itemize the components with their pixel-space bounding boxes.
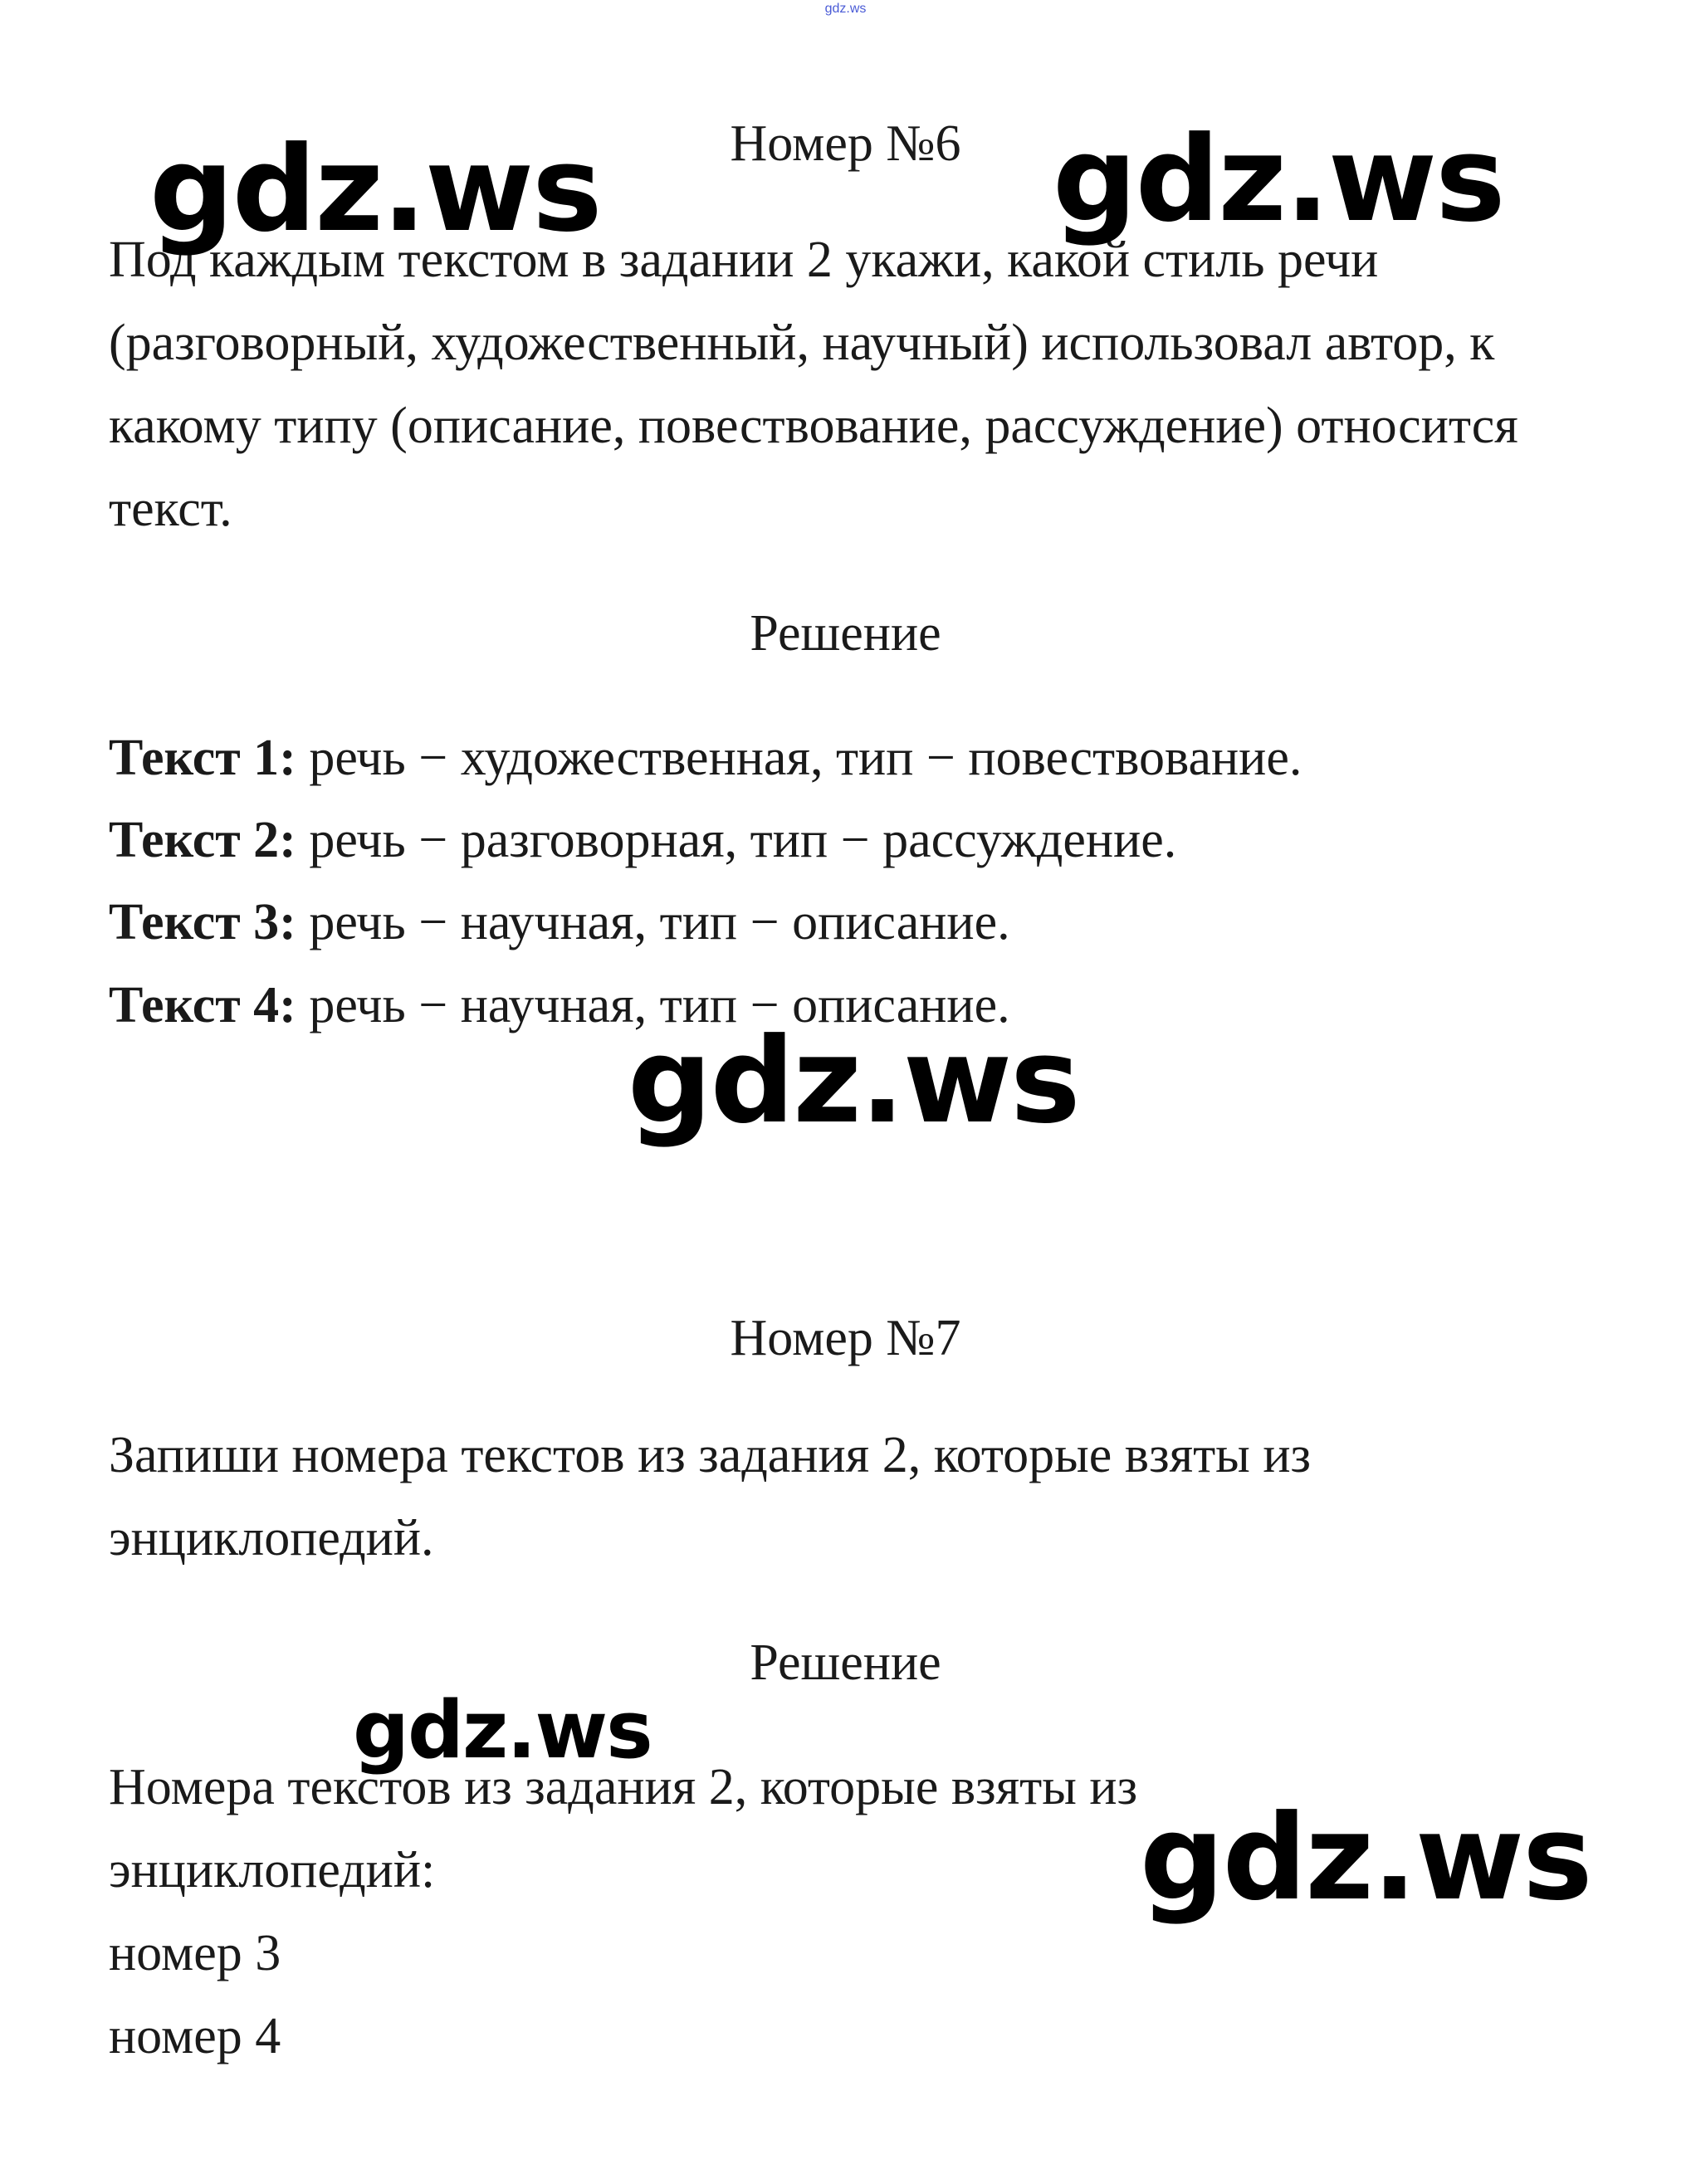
answer-text: речь − художественная, тип − повествование. [296,730,1302,786]
watermark-logo: gdz.ws [353,1685,652,1776]
task7-title: Номер №7 [730,1310,961,1366]
answer-label: Текст 1: [109,730,296,786]
task7-answer-intro: Номера текстов из задания 2, которые взяты из энциклопедий: [109,1759,1138,1898]
watermark-logo: gdz.ws [1053,111,1504,248]
task6-answer-2 [109,811,1176,869]
watermark-logo: gdz.ws [149,121,601,258]
task7-solution-title: Решение [750,1634,941,1691]
task6-answer-3 [109,893,1010,951]
task7-question: Запиши номера текстов из задания 2, которые взяты из энциклопедий. [109,1427,1312,1566]
task6-title: Номер №6 [730,115,961,172]
answer-label: Текст 3: [109,894,296,950]
header-watermark: gdz.ws [824,2,867,16]
task6-solution-title: Решение [750,605,941,662]
task7-answer-1: номер 3 [109,1925,281,1981]
task6-answer-1 [109,729,1302,787]
task6-question: Под каждым текстом в задании 2 укажи, какой стиль речи (разговорный, художественный, научный) использовал автор, к какому типу (описание, повествование, рассуждение) относится текст. [109,232,1518,537]
task7-answer-2: номер 4 [109,2008,281,2064]
watermark-logo: gdz.ws [628,1013,1079,1150]
answer-text: речь − научная, тип − описание. [296,894,1010,950]
watermark-logo: gdz.ws [1140,1790,1591,1927]
answer-label: Текст 4: [109,977,296,1033]
answer-text: речь − научная, тип − описание. [296,977,1010,1033]
answer-label: Текст 2: [109,812,296,868]
answer-text: речь − разговорная, тип − рассуждение. [296,812,1177,868]
